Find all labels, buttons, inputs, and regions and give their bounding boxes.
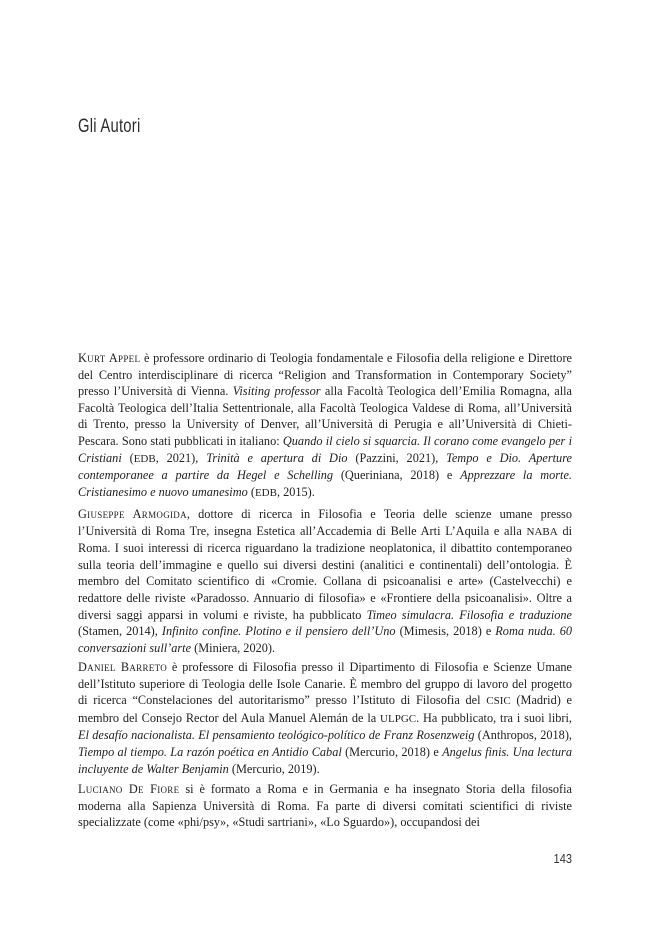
book-title: El desafío nacionalista. El pensamiento teológico-político de Franz Rosenzweig bbox=[78, 728, 475, 743]
bio-text: (Anthropos, 2018), bbox=[474, 728, 572, 743]
author-bio-barreto bbox=[78, 659, 572, 777]
book-title: Angelus finis. Una lectura incluyente de Walter Benjamin bbox=[78, 744, 572, 776]
bio-text: (Mercurio, 2019). bbox=[228, 761, 320, 776]
acronym: ULPGC bbox=[380, 712, 417, 725]
author-bio-armogida bbox=[78, 506, 572, 656]
book-title: Apprezzare la morte. Cristianesimo e nuovo umanesimo bbox=[78, 468, 573, 499]
bio-text: (Queriniana, 2018) e bbox=[333, 468, 461, 483]
bio-text: (Stamen, 2014), bbox=[78, 624, 162, 639]
book-title: Tiempo al tiempo. La razón poética en Antidio Cabal bbox=[78, 744, 342, 759]
bio-text: , 2015). bbox=[276, 484, 315, 499]
bio-text: è professore ordinario di Teologia fondamentale e Filosofia della religione e Direttore del Centro interdisciplinare di ricerca “Religion and Transformation in Contemporary Society” presso l’Università di Vienna. bbox=[78, 351, 573, 399]
acronym: CSIC bbox=[486, 695, 511, 708]
author-name: Luciano De Fiore bbox=[78, 782, 180, 796]
acronym: EDB bbox=[133, 452, 156, 465]
book-title: Timeo simulacra. Filosofia e traduzione bbox=[366, 607, 572, 622]
bio-text: (Mercurio, 2018) e bbox=[341, 744, 443, 759]
bio-text: ( bbox=[121, 450, 134, 465]
bio-text: ( bbox=[247, 484, 255, 499]
book-title: Infinito confine. Plotino e il pensiero dell’Uno bbox=[161, 624, 396, 639]
bio-text: , dottore di ricerca in Filosofia e Teoria delle scienze umane presso l’Università di Roma Tre, insegna Estetica all’Accademia di Belle Arti L’Aquila e alla bbox=[78, 507, 572, 538]
author-name: Daniel Barreto bbox=[78, 660, 168, 674]
bio-text: , 2021), bbox=[155, 450, 207, 465]
bio-text: (Madrid) e membro del Consejo Rector del Aula Manuel Alemán de la bbox=[78, 693, 572, 725]
bio-text: si è formato a Roma e in Germania e ha insegnato Storia della filosofia moderna alla Sapienza Università di Roma. Fa parte di diversi comitati scientifici di riviste specializzate (come «phi/psy», «Studi sartriani», «Lo Sguardo»), occupandosi dei bbox=[78, 782, 573, 830]
bio-text: alla Facoltà Teologica dell’Emilia Romagna, alla Facoltà Teologica dell’Italia Settentrionale, alla Facoltà Teologica Valdese di Roma, all’Università di Trento, presso la University of Denver, all’Università di Perugia e all’Università di Chieti-Pescara. Sono stati pubblicati in italiano: bbox=[78, 384, 572, 448]
author-name: Giuseppe Armogida bbox=[78, 507, 187, 521]
bio-text: . Ha pubblicato, tra i suoi libri, bbox=[416, 710, 573, 725]
book-title: Visiting professor bbox=[232, 384, 321, 399]
author-bio-appel bbox=[78, 350, 572, 501]
bio-text: (Pazzini, 2021), bbox=[347, 450, 447, 465]
book-title: Trinità e apertura di Dio bbox=[206, 450, 348, 465]
acronym: EDB bbox=[254, 486, 277, 499]
author-bio-de-fiore bbox=[78, 781, 572, 831]
bio-text: di Roma. I suoi interessi di ricerca riguardano la tradizione neoplatonica, il dibattito contemporaneo sulla teoria dell’immagine e quello sui diversi destini (analitici e continentali) dell’ontologia. È membro del Comitato scientifico di «Cromie. Collana di psicoanalisi e arte» (Castelvecchi) e redattore delle riviste «Paradosso. Annuario di filosofia» e «Frontiere della psicoanalisi». Oltre a diversi saggi apparsi in volumi e riviste, ha pubblicato bbox=[78, 523, 573, 622]
bio-text: (Miniera, 2020). bbox=[191, 640, 276, 655]
bio-text: è professore di Filosofia presso il Dipartimento di Filosofia e Scienze Umane dell’Istituto superiore di Teologia delle Isole Canarie. È membro del gruppo di lavoro del progetto di ricerca “Constelaciones del autoritarismo” presso l’Istituto di Filosofia del bbox=[78, 660, 573, 708]
author-name: Kurt Appel bbox=[78, 351, 141, 365]
book-title: Tempo e Dio. Aperture contemporanee a partire da Hegel e Schelling bbox=[78, 450, 572, 483]
book-title: Roma nuda. 60 conversazioni sull’arte bbox=[78, 624, 572, 655]
page-title: Gli Autori bbox=[78, 116, 141, 137]
acronym: NABA bbox=[526, 525, 558, 538]
page-number: 143 bbox=[553, 851, 572, 866]
bio-text: (Mimesis, 2018) e bbox=[395, 624, 496, 639]
book-title: Quando il cielo si squarcia. Il corano come evangelo per i Cristiani bbox=[78, 433, 572, 465]
